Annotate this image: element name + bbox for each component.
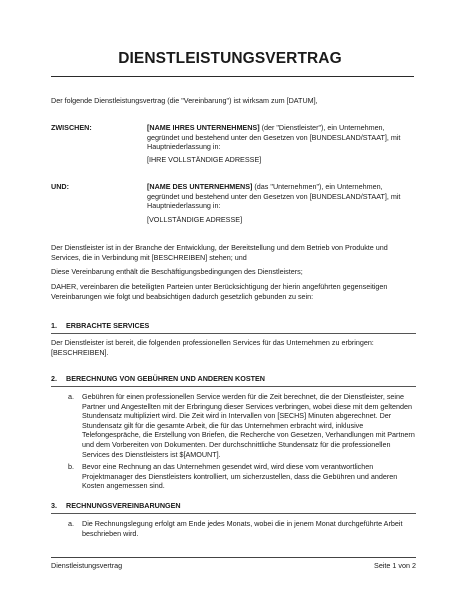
footer-divider	[51, 557, 416, 558]
party2-text: (das "Unternehmen"), ein Unternehmen, gegründet und bestehend unter den Gesetzen von [BUNDESLAND/STAAT], mit Hauptniederlassung in:	[147, 182, 401, 211]
footer-page-number: Seite 1 von 2	[374, 561, 416, 570]
party1-description	[147, 123, 415, 152]
section-1-divider	[51, 333, 416, 334]
section-3-heading: 3. RECHNUNGSVEREINBARUNGEN	[51, 501, 181, 510]
footer-document-name: Dienstleistungsvertrag	[51, 561, 123, 570]
party1-label: ZWISCHEN:	[51, 123, 92, 132]
party2-name: [NAME DES UNTERNEHMENS]	[147, 182, 253, 191]
business-paragraph: Der Dienstleister ist in der Branche der Entwicklung, der Bereitstellung und dem Betrieb von Produkte und Services, die in Verbindung mit [BESCHREIBEN] stehen; und	[51, 243, 388, 262]
document-title: DIENSTLEISTUNGSVERTRAG	[118, 50, 342, 67]
party2-description	[147, 182, 415, 211]
party2-address: [VOLLSTÄNDIGE ADRESSE]	[147, 215, 243, 224]
agreement-paragraph: DAHER, vereinbaren die beteiligten Parteien unter Berücksichtigung der hierin angeführten gegenseitigen Vereinbarungen wie folgt und beabsichtigen dadurch gesetzlich gebunden zu sein:	[51, 282, 388, 301]
section-2-heading: 2. BERECHNUNG VON GEBÜHREN UND ANDEREN KOSTEN	[51, 374, 265, 383]
section-2-divider	[51, 386, 416, 387]
section-1-heading: 1. ERBRACHTE SERVICES	[51, 321, 150, 330]
party1-text: (der "Dienstleister"), ein Unternehmen, gegründet und bestehend unter den Gesetzen von [BUNDESLAND/STAAT], mit Hauptniederlassung in:	[147, 123, 401, 152]
section-1-body: Der Dienstleister ist bereit, die folgenden professionellen Services für das Unternehmen zu erbringen: [BESCHREIBEN].	[51, 338, 374, 357]
list-item: b. Bevor eine Rechnung an das Unternehmen gesendet wird, wird diese vom verantwortlichen Projektmanager des Dienstleisters kontrolliert, um sicherzustellen, dass die Gebühren und anderen Kosten angemessen sind.	[68, 462, 398, 491]
terms-paragraph: Diese Vereinbarung enthält die Beschäftigungsbedingungen des Dienstleisters;	[51, 267, 303, 276]
intro-paragraph: Der folgende Dienstleistungsvertrag (die "Vereinbarung") ist wirksam zum [DATUM],	[51, 96, 318, 105]
section-3-divider	[51, 513, 416, 514]
title-divider	[51, 76, 414, 77]
list-item: a. Die Rechnungslegung erfolgt am Ende jedes Monats, wobei die in jenem Monat durchgeführte Arbeit beschrieben wird.	[68, 519, 403, 538]
party2-label: UND:	[51, 182, 69, 191]
party1-address: [IHRE VOLLSTÄNDIGE ADRESSE]	[147, 155, 262, 164]
list-item: a. Gebühren für einen professionellen Service werden für die Zeit berechnet, die der Dienstleister, seine Partner und Angestellten mit der Erbringung dieser Services verbringen, wobei diese mit dem geltenden Stundensatz multipliziert wird. Die Zeit wird in Intervallen von [SECHS] Minuten abgerechnet. Der Stundensatz gilt für die gesamte Arbeit, die für das Unternehmen erbracht wird, inklusive Telefongespräche, die Erstellung von Briefen, die Recherche von Gesetzen, Verhandlungen mit Partnern und dem Vorbereiten von Dokumenten. Der durchschnittliche Stundensatz für die professionellen Services des Dienstleisters ist $[AMOUNT].	[68, 392, 415, 459]
party1-name: [NAME IHRES UNTERNEHMENS]	[147, 123, 260, 132]
